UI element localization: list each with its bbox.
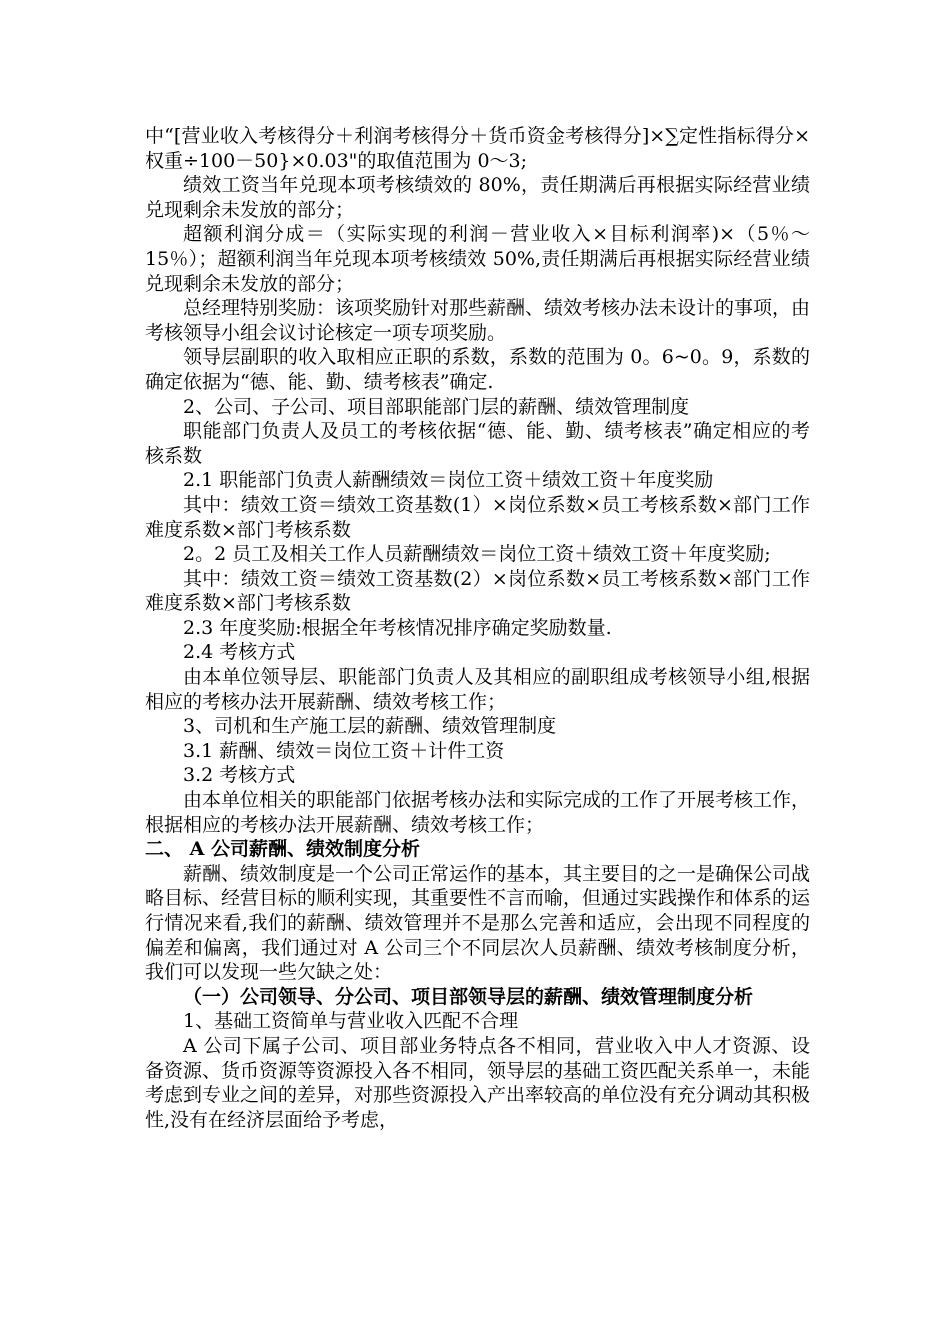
document-page	[145, 124, 810, 1132]
paragraph-formula-1: 其中：绩效工资＝绩效工资基数(1）×岗位系数×员工考核系数×部门工作难度系数×部门考核系数	[145, 493, 810, 541]
item-3-2: 3.2 考核方式	[183, 764, 296, 787]
paragraph-performance-pay: 绩效工资当年兑现本项考核绩效的 80%，责任期满后再根据实际经营业绩兑现剩余未发放的部分；	[145, 174, 810, 221]
item-2-1: 2.1 职能部门负责人薪酬绩效＝岗位工资＋绩效工资＋年度奖励	[183, 469, 714, 492]
item-2-2: 2。2 员工及相关工作人员薪酬绩效＝岗位工资＋绩效工资＋年度奖励;	[183, 543, 771, 566]
paragraph-dept-assessment-work: 由本单位相关的职能部门依据考核办法和实际完成的工作了开展考核工作，根据相应的考核办法开展薪酬、绩效考核工作；	[145, 789, 811, 836]
subsection-heading-1: （一）公司领导、分公司、项目部领导层的薪酬、绩效管理制度分析	[183, 985, 754, 1008]
item-2-4: 2.4 考核方式	[183, 641, 296, 664]
paragraph-deputy-coefficient: 领导层副职的收入取相应正职的系数，系数的范围为 0。6~0。9，系数的确定依据为“德、能、勤、绩考核表”确定.	[145, 346, 810, 393]
paragraph-gm-award: 总经理特别奖励：该项奖励针对那些薪酬、绩效考核办法未设计的事项，由考核领导小组会议讨论核定一项专项奖励。	[145, 297, 811, 344]
paragraph-subsidiary-features: A 公司下属子公司、项目部业务特点各不相同，营业收入中人才资源、设备资源、货币资源等资源投入各不相同，领导层的基础工资匹配关系单一，未能考虑到专业之间的差异，对那些资源投入产出率较高的单位没有充分调动其积极性,没有在经济层面给予考虑，	[145, 1034, 811, 1131]
paragraph-leadership-group: 由本单位领导层、职能部门负责人及其相应的副职组成考核领导小组,根据相应的考核办法开展薪酬、绩效考核工作；	[145, 666, 810, 713]
item-3-1: 3.1 薪酬、绩效＝岗位工资＋计件工资	[183, 739, 505, 762]
paragraph-formula-2: 其中：绩效工资＝绩效工资基数(2）×岗位系数×员工考核系数×部门工作难度系数×部门考核系数	[145, 567, 810, 615]
paragraph-excess-profit: 超额利润分成＝（实际实现的利润－营业收入×目标利润率)×（5％～15％）；超额利润当年兑现本项考核绩效 50%,责任期满后再根据实际经营业绩兑现剩余未发放的部分；	[145, 223, 810, 295]
paragraph-analysis-intro: 薪酬、绩效制度是一个公司正常运作的基本，其主要目的之一是确保公司战略目标、经营目标的顺利实现，其重要性不言而喻，但通过实践操作和体系的运行情况来看,我们的薪酬、绩效管理并不是那么完善和适应，会出现不同程度的偏差和偏离，我们通过对 A 公司三个不同层次人员薪酬、绩效考核制度分析，我们可以发现一些欠缺之处：	[145, 862, 811, 984]
section-heading-2: 2、公司、子公司、项目部职能部门层的薪酬、绩效管理制度	[183, 395, 690, 418]
section-heading-3: 3、司机和生产施工层的薪酬、绩效管理制度	[183, 715, 557, 738]
paragraph-formula-range: 中“[营业收入考核得分＋利润考核得分＋货币资金考核得分]×∑定性指标得分×权重÷100－50}×0.03"的取值范围为 0～3;	[145, 125, 810, 172]
item-1-basic-salary: 1、基础工资简单与营业收入匹配不合理	[183, 1010, 519, 1033]
item-2-3: 2.3 年度奖励:根据全年考核情况排序确定奖励数量.	[183, 616, 612, 639]
chapter-heading-2: 二、 A 公司薪酬、绩效制度分析	[145, 838, 420, 861]
paragraph-dept-assessment: 职能部门负责人及员工的考核依据“德、能、勤、绩考核表”确定相应的考核系数	[145, 420, 810, 467]
